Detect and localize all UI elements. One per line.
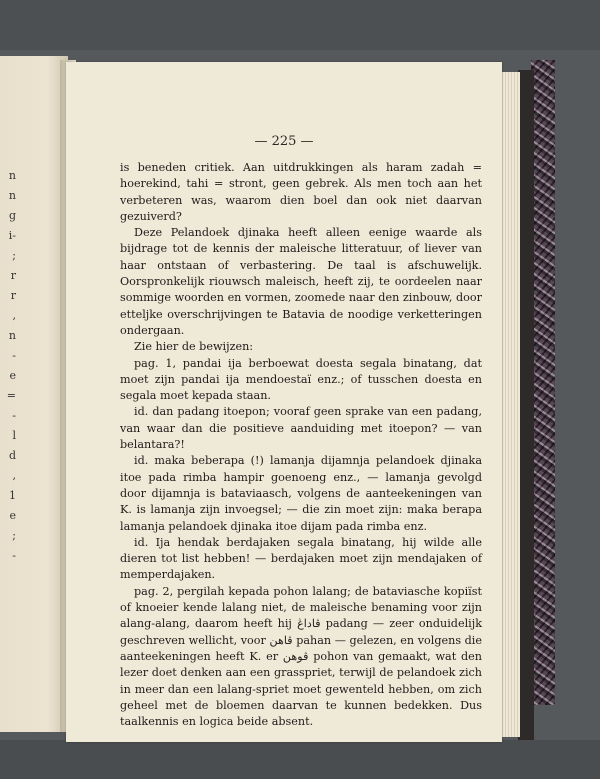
margin-fragment: d	[8, 449, 16, 462]
margin-fragment: r	[10, 269, 16, 282]
margin-fragment: n	[8, 169, 16, 182]
marbled-cover-edge	[531, 60, 555, 705]
background-desk	[0, 0, 600, 50]
margin-fragment: i-	[8, 229, 16, 242]
margin-fragment: r	[10, 289, 16, 302]
margin-fragment: ,	[12, 469, 16, 482]
margin-fragment: g	[8, 209, 16, 222]
margin-fragment: 1	[9, 489, 16, 502]
margin-fragment: e	[9, 509, 16, 522]
margin-fragment: ;	[12, 249, 16, 262]
paragraph: pag. 2, pergilah kepada pohon lalang; de bataviasche kopiïst of knoeier kende lalang niet, de maleische benaming voor zijn alang-alang, daarom heeft hij ڤاداڠ padang — zeer onduidelijk geschreven wellicht, voor ڤاهن pahan — gelezen, en volgens die aanteekeningen heeft K. er ڤوهن pohon van gemaakt, wat den lezer doet denken aan een grasspriet, terwijl de pelandoek zich in meer dan een lalang-spriet moet gewenteld hebben, om zich geheel met de bloemen daarvan te kunnen bedekken. Dus taalkennis en logica beide absent.	[120, 584, 482, 729]
margin-fragment: e	[9, 369, 16, 382]
margin-fragment: -	[12, 349, 16, 362]
margin-fragment: n	[8, 189, 16, 202]
margin-fragment: =	[6, 389, 16, 402]
cover-board-edge	[518, 70, 534, 740]
paragraph: id. maka beberapa (!) lamanja dijamnja pelandoek djinaka itoe pada rimba hampir goenoeng enz., — lamanja gevolgd door dijamnja is bataviaasch, volgens de aanteekeningen van K. is lamanja zijn invoegsel; — die zin moet zijn: maka berapa lamanja pelandoek djinaka itoe dijam pada rimba enz.	[120, 454, 482, 533]
margin-fragment: n	[8, 329, 16, 342]
paragraph: Zie hier de bewijzen:	[134, 340, 254, 354]
paragraph: is beneden critiek. Aan uitdrukkingen als haram zadah = hoerekind, tahi = stront, geen gebrek. Als men toch aan het verbeteren was, waarom dien boel dan ook niet daarvan gezuiverd?	[120, 161, 482, 223]
left-page	[0, 56, 68, 732]
page-number: — 225 —	[254, 134, 314, 149]
paragraph: Deze Pelandoek djinaka heeft alleen eenige waarde als bijdrage tot de kennis der maleische litteratuur, of liever van haar ontstaan of verbastering. De taal is afschuwelijk. Oorspronkelijk riouwsch maleisch, heeft zij, te oordeelen naar sommige woorden en vormen, zoomede naar den zinbouw, door etteljke overschrijvingen te Batavia de noodige verketteringen ondergaan.	[120, 226, 482, 337]
margin-fragment: -	[12, 409, 16, 422]
right-page	[66, 62, 502, 742]
margin-fragment: -	[12, 549, 16, 562]
paragraph: id. dan padang itoepon; vooraf geen sprake van een padang, van waar dan die positieve aanduiding met itoepon? — van belantara?!	[120, 405, 482, 452]
page-stack-edge	[500, 72, 520, 737]
paragraph: id. Ija hendak berdajaken segala binatang, hij wilde alle dieren tot list hebben! — berdajaken moet zijn mendajaken of memperdajaken.	[120, 535, 482, 582]
margin-fragment: l	[12, 429, 16, 442]
margin-fragment: ;	[12, 529, 16, 542]
left-page-margin-text	[4, 166, 16, 566]
paragraph: pag. 1, pandai ija berboewat doesta segala binatang, dat moet zijn pandai ija mendoestaï enz.; of tusschen doesta en segala moet kepada staan.	[120, 356, 482, 403]
background-desk-bottom	[0, 740, 600, 779]
page-body	[120, 160, 482, 730]
margin-fragment: ,	[12, 309, 16, 322]
